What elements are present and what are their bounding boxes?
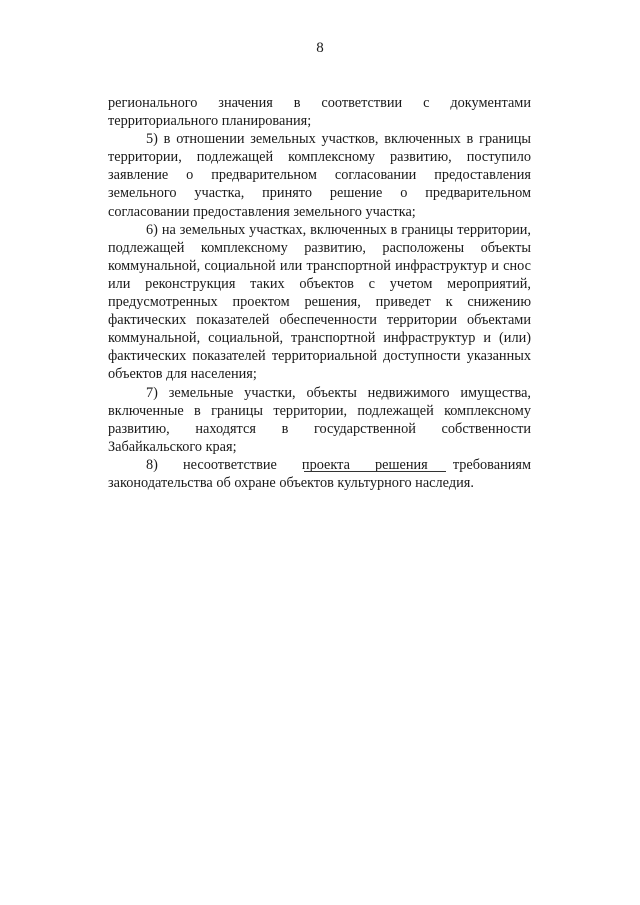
document-body (108, 94, 531, 492)
paragraph-item-6: 6) на земельных участках, включенных в границы территории, подлежащей комплексному развитию, расположены объекты коммунальной, социальной или транспортной инфраструктур и снос или реконструкция таких объектов с учетом мероприятий, предусмотренных проектом решения, приведет к снижению фактических показателей обеспеченности территории объектами коммунальной, социальной, транспортной инфраструктур и (или) фактических показателей территориальной доступности указанных объектов для населения; (108, 221, 531, 383)
paragraph-continuation: регионального значения в соответствии с документами территориального планирования; (108, 95, 531, 130)
end-of-text-rule (304, 471, 446, 472)
paragraph-item-7: 7) земельные участки, объекты недвижимого имущества, включенные в границы территории, подлежащей комплексному развитию, находятся в государственной собственности Забайкальского края; (108, 384, 531, 455)
paragraph-item-8: 8) несоответствие проекта решения требованиям законодательства об охране объектов культурного наследия. (108, 456, 531, 491)
paragraph-item-5: 5) в отношении земельных участков, включенных в границы территории, подлежащей комплексному развитию, поступило заявление о предварительном согласовании предоставления земельного участка, принято решение о предварительном согласовании предоставления земельного участка; (108, 131, 531, 220)
page-number: 8 (316, 40, 324, 56)
